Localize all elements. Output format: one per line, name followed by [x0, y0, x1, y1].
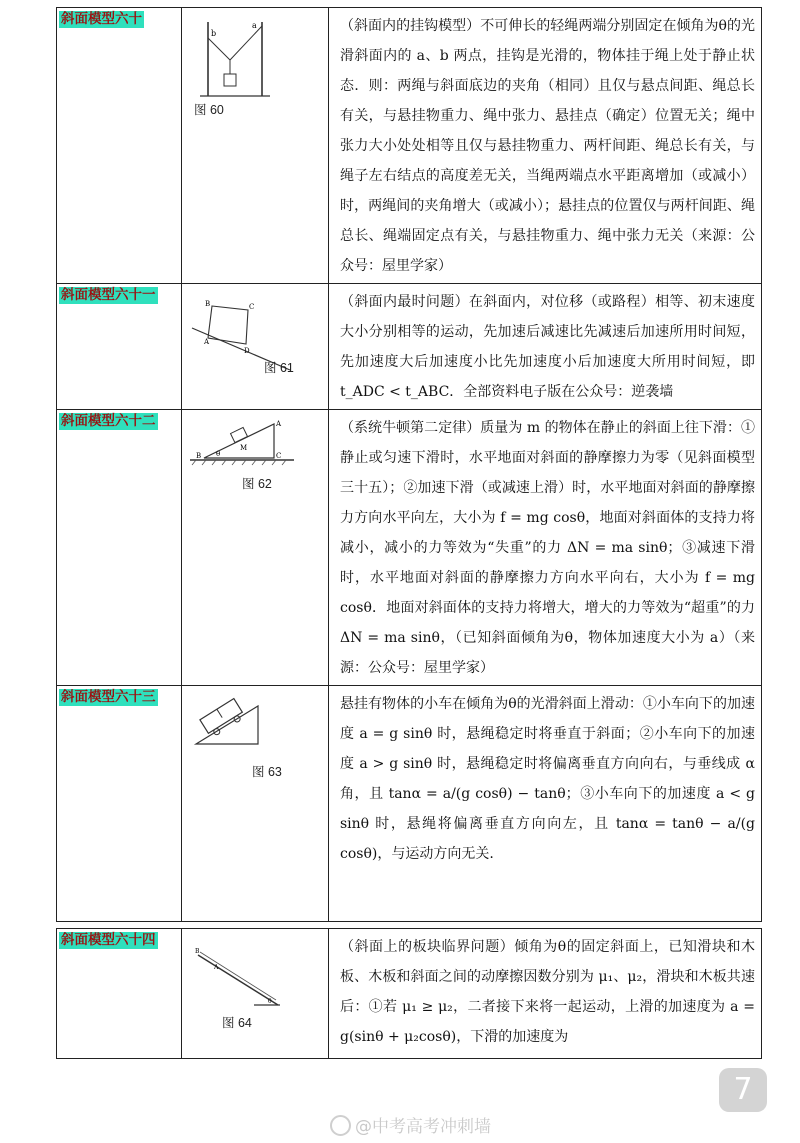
figure-caption: 图 63 — [252, 765, 282, 779]
table-row — [57, 410, 762, 686]
model-label: 斜面模型六十三 — [61, 689, 156, 705]
model-label: 斜面模型六十四 — [61, 932, 156, 948]
figure-caption: 图 64 — [222, 1016, 252, 1030]
label-B: B — [205, 300, 211, 308]
figure-caption: 图 61 — [264, 361, 294, 375]
label-A: A — [214, 964, 219, 971]
table-row — [57, 686, 762, 922]
label-A: A — [204, 338, 210, 346]
figure-caption: 图 60 — [194, 103, 224, 117]
model-description: 悬挂有物体的小车在倾角为θ的光滑斜面上滑动：①小车向下的加速度 a = g sinθ 时，悬绳稳定时将垂直于斜面；②小车向下的加速度 a > g sinθ 时，悬绳稳定时将偏离垂直方向向右，与垂线成 α 角，且 tanα = a/(g cosθ) − tanθ；③小车向下的加速度 a < g sinθ 时，悬绳将偏离垂直方向向左，且 tanα = tanθ − a/(g cosθ)，与运动方向无关. — [340, 696, 755, 862]
label-C: C — [249, 303, 255, 311]
label-theta: θ — [268, 998, 272, 1005]
label-C: C — [276, 452, 282, 460]
model-table-next — [56, 928, 762, 1059]
weibo-icon — [330, 1115, 351, 1136]
label-D: D — [244, 347, 250, 355]
watermark — [330, 1112, 491, 1137]
model-description: （斜面内最时问题）在斜面内，对位移（或路程）相等、初末速度大小分别相等的运动，先加速后减速比先减速后加速所用时间短，先加速度大后加速度小比先加速度小后加速度大所用时间短，即 t_ADC < t_ABC．全部资料电子版在公众号：逆袭墙 — [340, 294, 755, 400]
model-description: （斜面内的挂钩模型）不可伸长的轻绳两端分别固定在倾角为θ的光滑斜面内的 a、b 两点，挂钩是光滑的，物体挂于绳上处于静止状态．则：两绳与斜面底边的夹角（相同）且仅与悬点间距、绳总长有关，与悬挂物重力、绳中张力、悬挂点（确定）位置无关；绳中张力大小处处相等且仅与悬挂物重力、两杆间距、绳总长有关，与绳子左右结点的高度差无关，当绳两端点水平距离增加（或减小）时，两绳间的夹角增大（或减小）；悬挂点的位置仅与两杆间距、绳总长、绳端固定点有关，与悬挂物重力、绳中张力无关（来源：公众号：屋里学家） — [340, 18, 755, 274]
model-description: （系统牛顿第二定律）质量为 m 的物体在静止的斜面上往下滑：①静止或匀速下滑时，水平地面对斜面的静摩擦力为零（见斜面模型三十五）；②加速下滑（或减速上滑）时，水平地面对斜面的静摩擦力方向水平向左，大小为 f = mg cosθ，地面对斜面体的支持力将减小，减小的力等效为“失重”的力 ΔN = ma sinθ；③减速下滑时，水平地面对斜面的静摩擦力方向水平向右，大小为 f = mg cosθ．地面对斜面体的支持力将增大，增大的力等效为“超重”的力 ΔN = ma sinθ，（已知斜面倾角为θ，物体加速度大小为 a）（来源：公众号：屋里学家） — [340, 420, 755, 676]
label-theta: θ — [216, 450, 221, 458]
figure-64 — [182, 929, 328, 1057]
model-label: 斜面模型六十 — [61, 11, 142, 27]
figure-62 — [182, 410, 328, 674]
label-B: B — [196, 452, 202, 460]
figure-63-diagram — [192, 690, 262, 746]
page-number-badge: 7 — [719, 1068, 767, 1112]
figure-caption: 图 62 — [242, 477, 272, 491]
model-label: 斜面模型六十一 — [61, 287, 156, 303]
watermark-text: @中考高考冲刺墙 — [355, 1117, 491, 1137]
label-b: b — [211, 29, 217, 38]
figure-63 — [182, 686, 328, 920]
figure-60 — [182, 8, 328, 268]
figure-61 — [182, 284, 328, 404]
model-table-main — [56, 7, 762, 922]
label-M: M — [240, 444, 248, 452]
figure-62-diagram — [188, 414, 296, 470]
model-label: 斜面模型六十二 — [61, 413, 156, 429]
figure-64-diagram — [194, 947, 284, 1009]
table-row — [57, 8, 762, 284]
model-description: （斜面上的板块临界问题）倾角为θ的固定斜面上，已知滑块和木板、木板和斜面之间的动摩擦因数分别为 μ₁、μ₂，滑块和木板共速后：①若 μ₁ ≥ μ₂，二者接下来将一起运动，上滑的加速度为 a = g(sinθ + μ₂cosθ)，下滑的加速度为 — [340, 939, 755, 1045]
table-row — [57, 284, 762, 410]
figure-60-diagram — [194, 16, 274, 102]
label-a: a — [252, 21, 257, 30]
label-B: B — [195, 948, 200, 955]
label-A: A — [276, 420, 282, 428]
table-row — [57, 929, 762, 1059]
